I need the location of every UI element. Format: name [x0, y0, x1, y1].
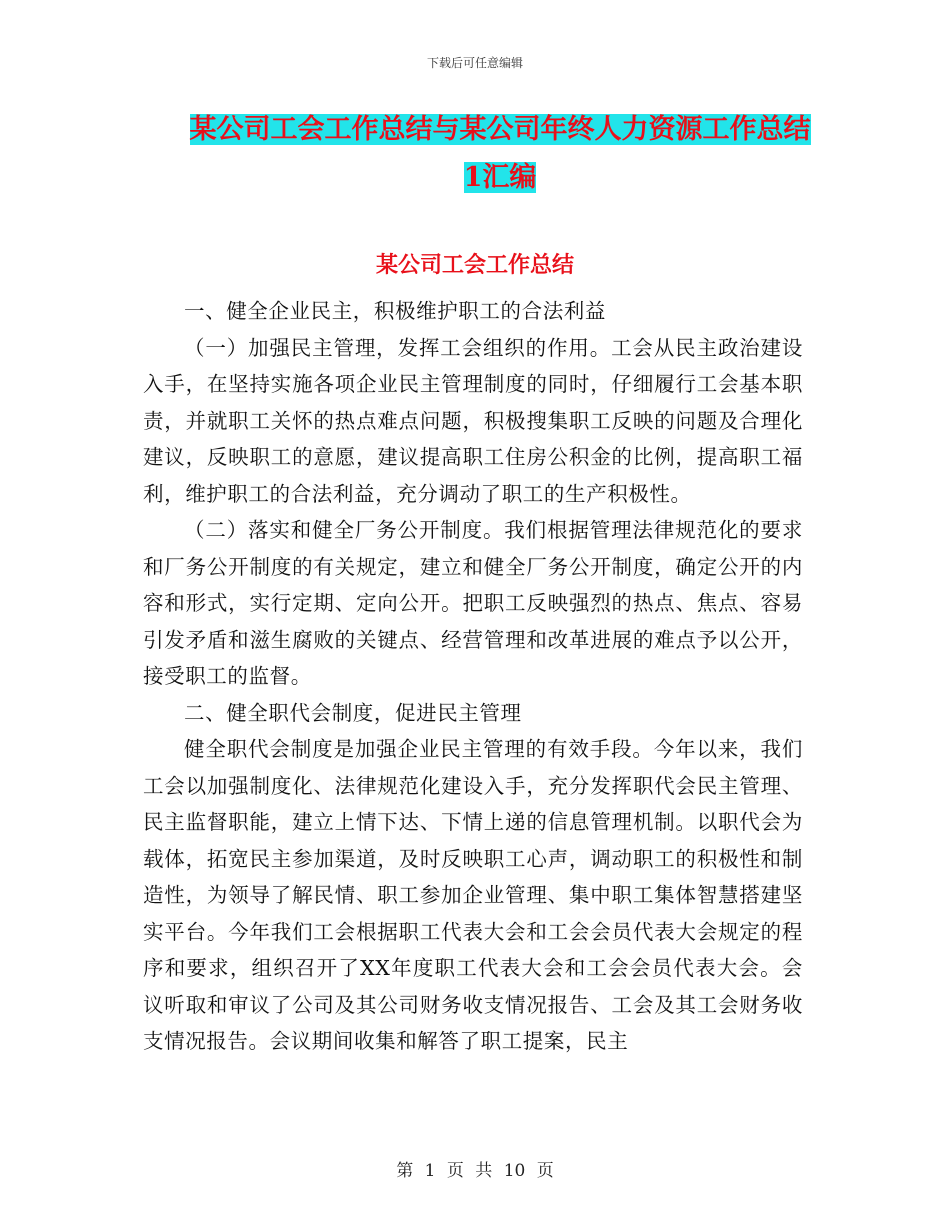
page-footer: 第 1 页 共 10 页 — [396, 1161, 554, 1181]
paragraph: （一）加强民主管理，发挥工会组织的作用。工会从民主政治建设入手，在坚持实施各项企业民主管理制度的同时，仔细履行工会基本职责，并就职工关怀的热点难点问题，积极搜集职工反映的问题及合理化建议，反映职工的意愿，建议提高职工住房公积金的比例，提高职工福利，维护职工的合法利益，充分调动了职工的生产积极性。 — [143, 335, 803, 506]
document-title-line2: 1汇编 — [463, 162, 537, 193]
header-note: 下载后可任意编辑 — [426, 56, 523, 70]
document-title-line1: 某公司工会工作总结与某公司年终人力资源工作总结 — [189, 114, 811, 145]
paragraph: （二）落实和健全厂务公开制度。我们根据管理法律规范化的要求和厂务公开制度的有关规定，建立和健全厂务公开制度，确定公开的内容和形式，实行定期、定向公开。把职工反映强烈的热点、焦点、容易引发矛盾和滋生腐败的关键点、经营管理和改革进展的难点予以公开，接受职工的监督。 — [143, 518, 803, 688]
section-title: 某公司工会工作总结 — [375, 252, 574, 278]
paragraph-heading-2: 二、健全职代会制度，促进民主管理 — [184, 700, 522, 725]
paragraph: 健全职代会制度是加强企业民主管理的有效手段。今年以来，我们工会以加强制度化、法律规范化建设入手，充分发挥职代会民主管理、民主监督职能，建立上情下达、下情上递的信息管理机制。以职代会为载体，拓宽民主参加渠道，及时反映职工心声，调动职工的积极性和制造性，为领导了解民情、职工参加企业管理、集中职工集体智慧搭建坚实平台。今年我们工会根据职工代表大会和工会会员代表大会规定的程序和要求，组织召开了XX年度职工代表大会和工会会员代表大会。会议听取和审议了公司及其公司财务收支情况报告、工会及其工会财务收支情况报告。会议期间收集和解答了职工提案，民主 — [143, 737, 803, 1053]
body-text — [143, 293, 803, 1060]
paragraph-heading-1: 一、健全企业民主，积极维护职工的合法利益 — [184, 299, 606, 323]
document-title — [140, 106, 860, 202]
